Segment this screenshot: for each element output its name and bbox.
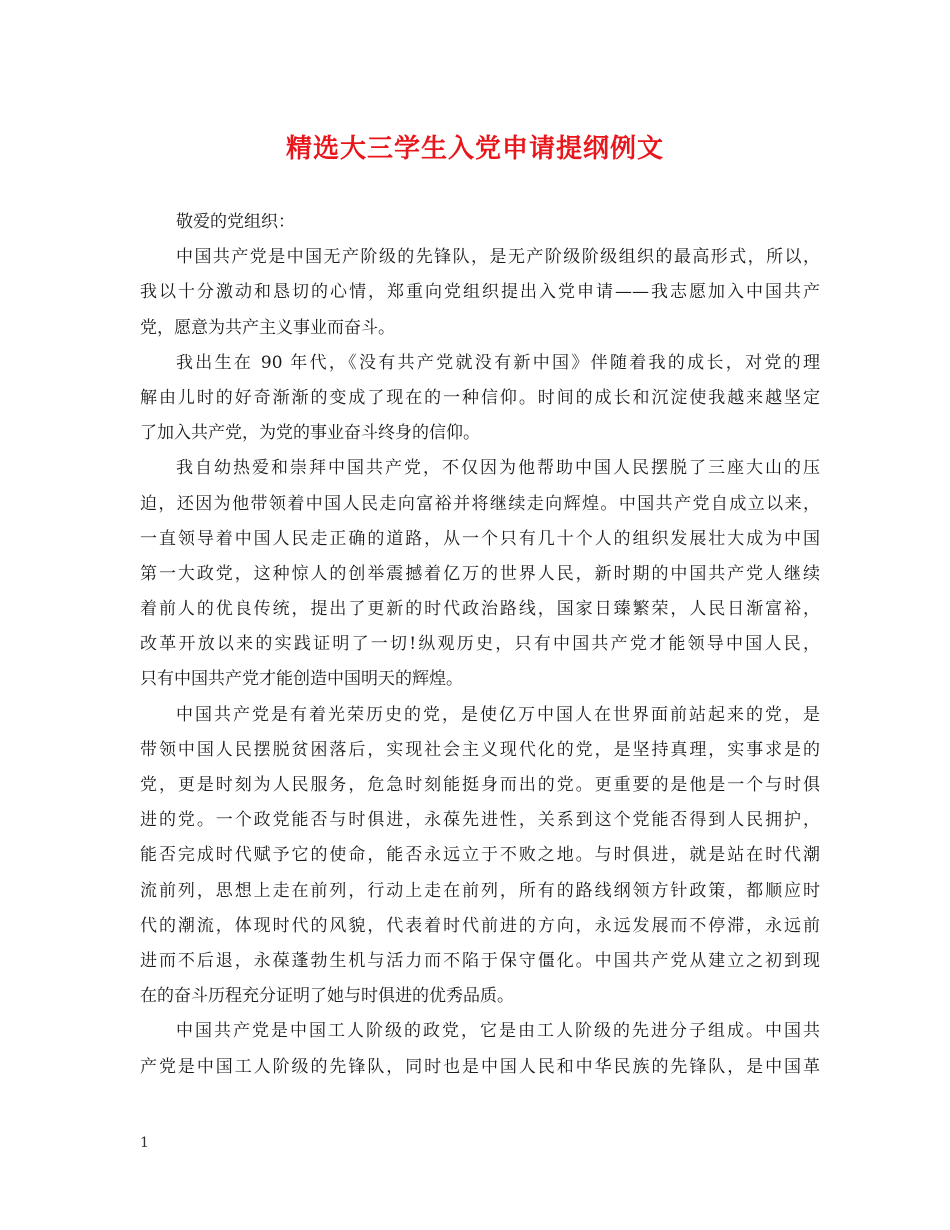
paragraph-line: 中国共产党是中国工人阶级的政党，它是由工人阶级的先进分子组成。中国共 xyxy=(176,1021,820,1042)
paragraph-line: 进而不后退，永葆蓬勃生机与活力而不陷于保守僵化。中国共产党从建立之初到现 xyxy=(140,950,820,971)
paragraph-line: 了加入共产党，为党的事业奋斗终身的信仰。 xyxy=(140,423,480,444)
paragraph-line: 我出生在 90 年代，《没有共产党就没有新中国》伴随着我的成长，对党的理 xyxy=(176,352,820,373)
document-body xyxy=(140,205,820,1085)
paragraph-line: 在的奋斗历程充分证明了她与时俱进的优秀品质。 xyxy=(140,986,514,1007)
paragraph-line: 代的潮流，体现时代的风貌，代表着时代前进的方向，永远发展而不停滞，永远前 xyxy=(140,915,820,936)
paragraph-line: 产党是中国工人阶级的先锋队，同时也是中国人民和中华民族的先锋队，是中国革 xyxy=(140,1056,820,1077)
salutation-line: 敬爱的党组织： xyxy=(176,212,295,232)
paragraph-line: 解由儿时的好奇渐渐的变成了现在的一种信仰。时间的成长和沉淀使我越来越坚定 xyxy=(140,387,820,408)
paragraph-line: 改革开放以来的实践证明了一切!纵观历史，只有中国共产党才能领导中国人民， xyxy=(140,634,820,655)
paragraph-line: 中国共产党是有着光荣历史的党，是使亿万中国人在世界面前站起来的党，是 xyxy=(176,704,820,725)
paragraph-line: 着前人的优良传统，提出了更新的时代政治路线，国家日臻繁荣，人民日渐富裕， xyxy=(140,599,820,620)
document-title: 精选大三学生入党申请提纲例文 xyxy=(285,134,664,164)
paragraph-line: 带领中国人民摆脱贫困落后，实现社会主义现代化的党，是坚持真理，实事求是的 xyxy=(140,739,820,760)
page-number: 1 xyxy=(140,1135,149,1151)
paragraph-line: 中国共产党是中国无产阶级的先锋队，是无产阶级阶级组织的最高形式，所以， xyxy=(176,247,820,268)
paragraph-line: 只有中国共产党才能创造中国明天的辉煌。 xyxy=(140,669,463,690)
paragraph-line: 我自幼热爱和崇拜中国共产党，不仅因为他帮助中国人民摆脱了三座大山的压 xyxy=(176,458,820,479)
paragraph-line: 迫，还因为他带领着中国人民走向富裕并将继续走向辉煌。中国共产党自成立以来， xyxy=(140,493,820,514)
paragraph-line: 进的党。一个政党能否与时俱进，永葆先进性，关系到这个党能否得到人民拥护， xyxy=(140,810,820,831)
paragraph-line: 党，更是时刻为人民服务，危急时刻能挺身而出的党。更重要的是他是一个与时俱 xyxy=(140,775,820,795)
paragraph-line: 党，愿意为共产主义事业而奋斗。 xyxy=(140,317,395,338)
paragraph-line: 第一大政党，这种惊人的创举震撼着亿万的世界人民，新时期的中国共产党人继续 xyxy=(140,563,820,584)
paragraph-line: 一直领导着中国人民走正确的道路，从一个只有几十个人的组织发展壮大成为中国 xyxy=(140,528,820,549)
paragraph-line: 我以十分激动和恳切的心情，郑重向党组织提出入党申请——我志愿加入中国共产 xyxy=(140,282,820,303)
paragraph-line: 流前列，思想上走在前列，行动上走在前列，所有的路线纲领方针政策，都顺应时 xyxy=(140,880,820,901)
paragraph-line: 能否完成时代赋予它的使命，能否永远立于不败之地。与时俱进，就是站在时代潮 xyxy=(140,845,820,866)
